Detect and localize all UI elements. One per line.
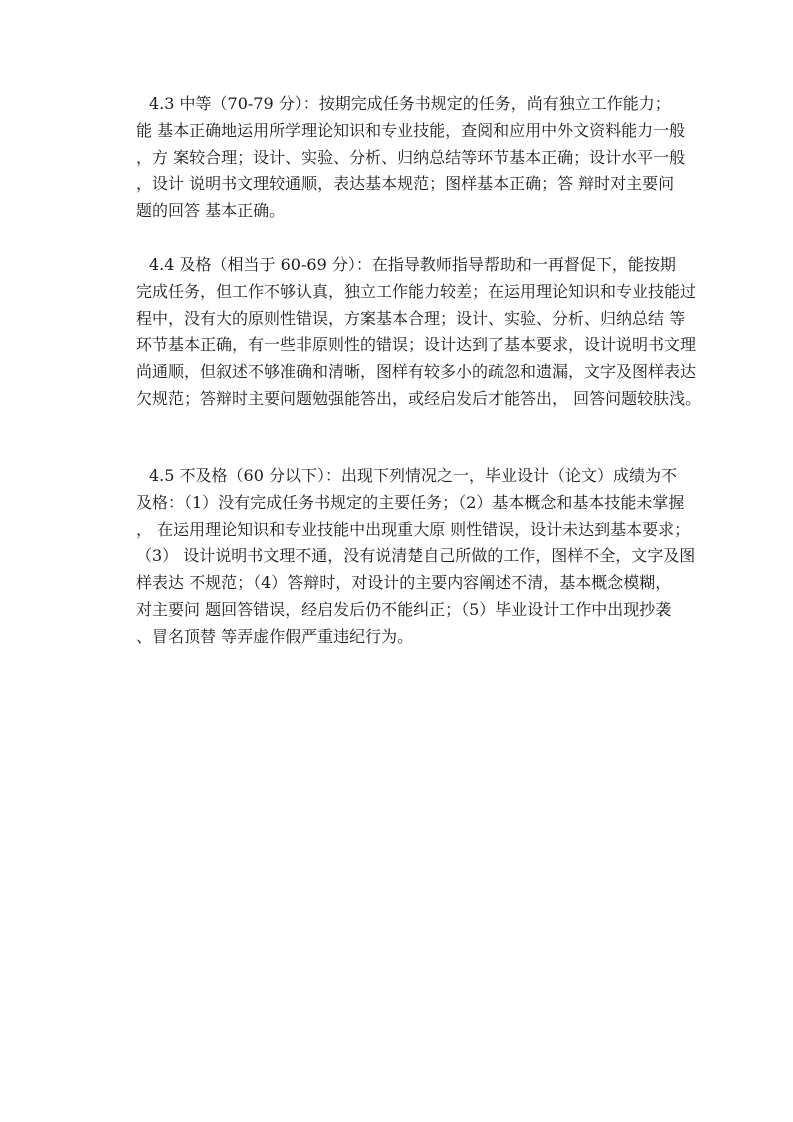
paragraph-line: 4.3 中等（70-79 分）：按期完成任务书规定的任务，尚有独立工作能力； (149, 94, 671, 113)
paragraph-line: 4.5 不及格（60 分以下）：出现下列情况之一，毕业设计（论文）成绩为不 (149, 466, 677, 485)
paragraph-line: 样表达 不规范；（4）答辩时，对设计的主要内容阐述不清，基本概念模糊， (136, 573, 672, 593)
paragraph-grade-fail (136, 463, 696, 651)
paragraph-line: ，设计 说明书文理较通顺，表达基本规范；图样基本正确；答 辩时对主要问 (136, 174, 675, 194)
paragraph-grade-pass (136, 252, 702, 413)
paragraph-line: 欠规范；答辩时主要问题勉强能答出，或经启发后才能答出， 回答问题较肤浅。 (136, 388, 702, 408)
paragraph-line: 、冒名顶替 等弄虚作假严重违纪行为。 (136, 626, 414, 646)
paragraph-line: 能 基本正确地运用所学理论知识和专业技能，查阅和应用中外文资料能力一般 (136, 120, 686, 140)
paragraph-line: 4.4 及格（相当于 60-69 分）：在指导教师指导帮助和一再督促下，能按期 (149, 255, 676, 274)
paragraph-line: 尚通顺，但叙述不够准确和清晰，图样有较多小的疏忽和遗漏，文字及图样表达 (136, 362, 697, 382)
paragraph-line: 题的回答 基本正确。 (136, 201, 286, 221)
paragraph-line: 环节基本正确，有一些非原则性的错误；设计达到了基本要求，设计说明书文理 (136, 335, 697, 355)
paragraph-line: 程中，没有大的原则性错误，方案基本合理；设计、实验、分析、归纳总结 等 (136, 308, 686, 328)
paragraph-line: ， 在运用理论知识和专业技能中出现重大原 则性错误，设计未达到基本要求； (136, 519, 691, 539)
paragraph-line: 及格：（1）没有完成任务书规定的主要任务；（2）基本概念和基本技能未掌握 (136, 492, 685, 512)
paragraph-line: ，方 案较合理；设计、实验、分析、归纳总结等环节基本正确；设计水平一般 (136, 147, 686, 167)
paragraph-line: 完成任务，但工作不够认真，独立工作能力较差；在运用理论知识和专业技能过 (136, 281, 697, 301)
paragraph-line: （3） 设计说明书文理不通，没有说清楚自己所做的工作，图样不全，文字及图 (136, 546, 696, 566)
paragraph-line: 对主要问 题回答错误，经启发后仍不能纠正；（5）毕业设计工作中出现抄袭 (136, 599, 672, 619)
paragraph-grade-medium (136, 91, 696, 225)
